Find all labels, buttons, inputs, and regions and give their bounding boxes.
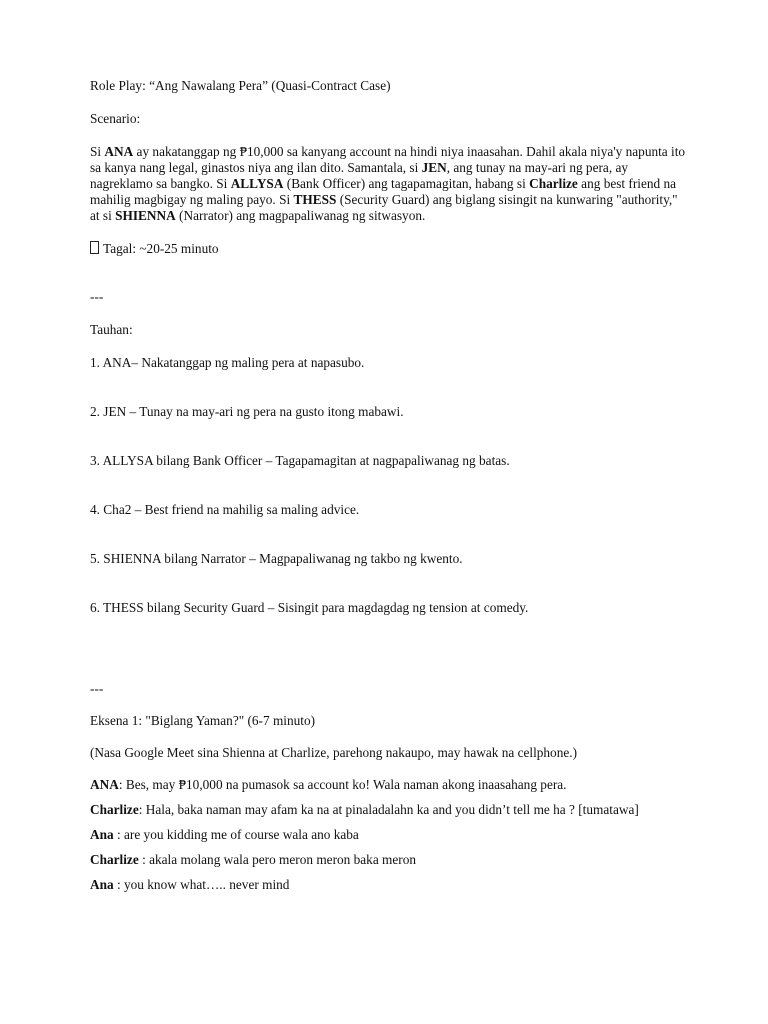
name-thess: THESS bbox=[293, 192, 337, 207]
speaker-name: Ana bbox=[90, 827, 114, 842]
cast-item: 4. Cha2 – Best friend na mahilig sa maling advice. bbox=[90, 502, 360, 517]
cast-item: 3. ALLYSA bilang Bank Officer – Tagapamagitan at nagpapaliwanag ng batas. bbox=[90, 453, 510, 468]
duration-line bbox=[90, 241, 690, 257]
duration-text: Tagal: ~20-25 minuto bbox=[103, 241, 219, 256]
missing-glyph-icon bbox=[90, 241, 99, 254]
stage-direction: (Nasa Google Meet sina Shienna at Charlize, parehong nakaupo, may hawak na cellphone.) bbox=[90, 745, 578, 760]
scenario-paragraph bbox=[90, 144, 690, 224]
scenario-text: (Security Guard) ang biglang sisingit na kunwaring "authority," at si bbox=[90, 192, 678, 223]
dialogue-text: : Bes, may ₱10,000 na pumasok sa account ko! Wala naman akong inaasahang pera. bbox=[118, 777, 567, 792]
cast-item: 6. THESS bilang Security Guard – Sisingit para magdagdag ng tension at comedy. bbox=[90, 600, 529, 615]
speaker-name: Ana bbox=[90, 877, 114, 892]
dialogue-text: : akala molang wala pero meron meron baka meron bbox=[138, 852, 417, 867]
document-page bbox=[90, 78, 690, 902]
dialogue-line bbox=[90, 802, 690, 818]
section-separator: --- bbox=[90, 681, 104, 696]
cast-item: 5. SHIENNA bilang Narrator – Magpapaliwanag ng takbo ng kwento. bbox=[90, 551, 463, 566]
name-ana: ANA bbox=[104, 144, 134, 159]
name-shienna: SHIENNA bbox=[115, 208, 176, 223]
dialogue-text: : are you kidding me of course wala ano kaba bbox=[113, 827, 359, 842]
section-separator: --- bbox=[90, 289, 104, 304]
dialogue-line bbox=[90, 852, 690, 868]
scenario-text: (Narrator) ang magpapaliwanag ng sitwasyon. bbox=[175, 208, 426, 223]
tauhan-heading: Tauhan: bbox=[90, 322, 133, 337]
speaker-name: Charlize bbox=[90, 802, 139, 817]
name-charlize: Charlize bbox=[529, 176, 578, 191]
dialogue-line bbox=[90, 827, 690, 843]
name-jen: JEN bbox=[421, 160, 447, 175]
dialogue-text: : Hala, baka naman may afam ka na at pinaladalahn ka and you didn’t tell me ha ? [tumatawa] bbox=[138, 802, 639, 817]
document-title: Role Play: “Ang Nawalang Pera” (Quasi-Contract Case) bbox=[90, 78, 391, 93]
scenario-text: , ang tunay na may-ari ng pera, ay nagreklamo sa bangko. Si bbox=[90, 160, 629, 191]
name-allysa: ALLYSA bbox=[230, 176, 284, 191]
dialogue-line bbox=[90, 777, 690, 793]
scenario-text: Si bbox=[90, 144, 105, 159]
scene-heading: Eksena 1: "Biglang Yaman?" (6-7 minuto) bbox=[90, 713, 316, 728]
dialogue-line bbox=[90, 877, 690, 893]
speaker-name: Charlize bbox=[90, 852, 139, 867]
speaker-name: ANA bbox=[90, 777, 119, 792]
cast-item: 2. JEN – Tunay na may-ari ng pera na gusto itong mabawi. bbox=[90, 404, 404, 419]
cast-item: 1. ANA– Nakatanggap ng maling pera at napasubo. bbox=[90, 355, 365, 370]
dialogue-text: : you know what….. never mind bbox=[113, 877, 290, 892]
scenario-text: ang best friend na mahilig magbigay ng maling payo. Si bbox=[90, 176, 677, 207]
scenario-text: (Bank Officer) ang tagapamagitan, habang si bbox=[283, 176, 530, 191]
scenario-text: ay nakatanggap ng ₱10,000 sa kanyang account na hindi niya inaasahan. Dahil akala niya'y napunta ito sa kanya nang legal, ginastos niya ang ilan dito. Samantala, si bbox=[90, 144, 686, 175]
scenario-heading: Scenario: bbox=[90, 111, 141, 126]
